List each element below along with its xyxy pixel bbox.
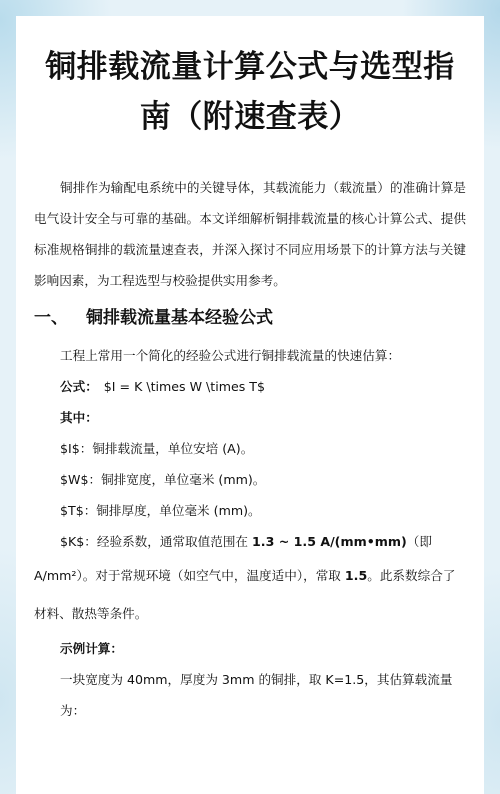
variable-i: $I$：铜排载流量，单位安培 (A)。 xyxy=(60,441,254,456)
variable-k-line2: A/mm²）。对于常规环境（如空气中，温度适中），常取 xyxy=(34,568,345,583)
section-heading xyxy=(34,304,466,332)
variable-k-line2-end: 。此系数综合了 xyxy=(367,568,456,583)
document-page xyxy=(16,16,484,794)
title-line-2: 南（附速查表） xyxy=(139,99,361,135)
intro-paragraph: 铜排作为输配电系统中的关键导体，其载流能力（载流量）的准确计算是电气设计安全与可靠的基础。本文详细解析铜排载流量的核心计算公式、提供标准规格铜排的载流量速查表，并深入探讨不同应用场景下的计算方法与关键影响因素，为工程选型与校验提供实用参考。 xyxy=(34,180,466,288)
variable-k xyxy=(34,526,466,557)
variable-w: $W$：铜排宽度，单位毫米 (mm)。 xyxy=(60,472,266,487)
variable-k-paren: （即 xyxy=(406,534,432,549)
variable-k-range: 1.3 ~ 1.5 A/(mm•mm) xyxy=(252,534,407,549)
variable-k-text: $K$：经验系数，通常取值范围在 xyxy=(60,534,253,549)
section-lead: 工程上常用一个简化的经验公式进行铜排载流量的快速估算： xyxy=(60,348,401,363)
variable-k-line3: 材料、散热等条件。 xyxy=(34,606,148,621)
variable-t: $T$：铜排厚度，单位毫米 (mm)。 xyxy=(60,503,261,518)
formula-line xyxy=(34,371,466,402)
title-line-1: 铜排载流量计算公式与选型指 xyxy=(45,49,455,85)
formula-text: $I = K \times W \times T$ xyxy=(103,379,266,394)
variable-k-continued xyxy=(34,557,466,595)
section-title: 铜排载流量基本经验公式 xyxy=(86,308,273,328)
article-title xyxy=(34,42,466,142)
variable-k-value: 1.5 xyxy=(344,568,368,583)
formula-label: 公式： xyxy=(60,379,98,394)
where-label: 其中： xyxy=(60,410,98,425)
example-label: 示例计算： xyxy=(60,641,123,656)
section-number: 一、 xyxy=(34,308,68,328)
example-text: 一块宽度为 40mm，厚度为 3mm 的铜排，取 K=1.5，其估算载流量为： xyxy=(60,672,453,718)
